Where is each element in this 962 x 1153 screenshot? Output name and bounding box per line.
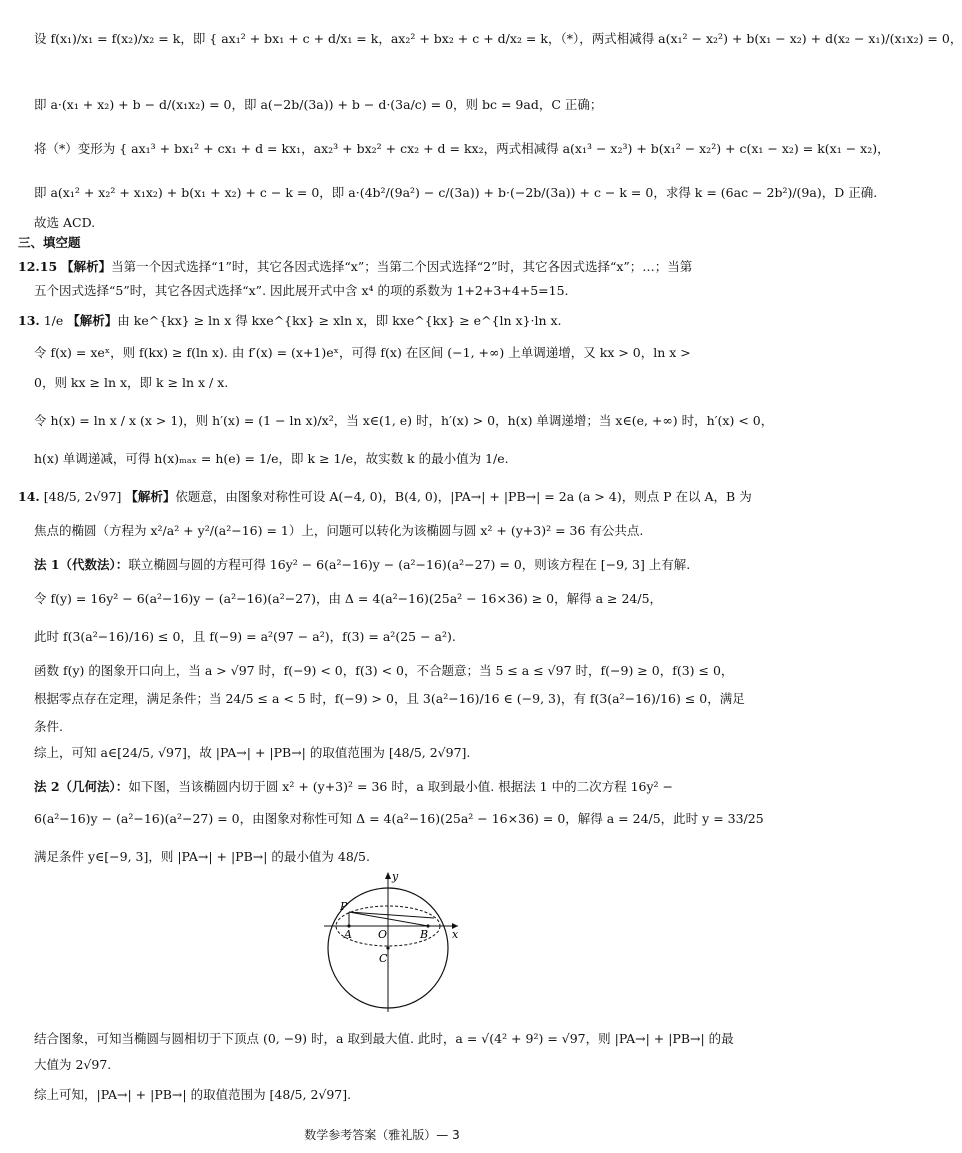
method1-title: 法 1（代数法）： — [34, 557, 129, 572]
section-title: 三、填空题 — [18, 235, 81, 250]
q12-text-1: 当第一个因式选择“1”时，其它各因式选择“x”；当第二个因式选择“2”时，其它各因式选择“x”；…；当第 — [111, 259, 693, 274]
q14-method1-line-5: 根据零点存在定理，满足条件；当 24/5 ≤ a < 5 时，f(−9) > 0，且 3(a²−16)/16 ∈ (−9, 3)，有 f(3(a²−16)/16) ≤ 0，满足 — [34, 691, 745, 706]
method2-title: 法 2（几何法）： — [34, 779, 129, 794]
q13-number: 13. — [18, 313, 40, 328]
q13-line-2: 令 f(x) = xeˣ，则 f(kx) ≥ f(ln x). 由 f′(x) = (x+1)eˣ，可得 f(x) 在区间 (−1, +∞) 上单调递增，又 kx > 0，ln x > — [34, 345, 691, 360]
q14-method1-line-6: 条件. — [34, 719, 63, 734]
q14-method1-line-4: 函数 f(y) 的图象开口向上，当 a > √97 时，f(−9) < 0，f(3) < 0，不合题意；当 5 ≤ a ≤ √97 时，f(−9) ≥ 0，f(3) ≤ 0， — [34, 663, 734, 678]
q13-answer: 1/e — [43, 313, 64, 328]
q14-method2-line-3: 满足条件 y∈[−9, 3]，则 |PA→| + |PB→| 的最小值为 48/5. — [34, 849, 370, 864]
text-line-2: 即 a·(x₁ + x₂) + b − d/(x₁x₂) = 0，即 a(−2b/(3a)) + b − d·(3a/c) = 0，则 bc = 9ad，C 正确； — [34, 97, 603, 112]
q13-line-5: h(x) 单调递减，可得 h(x)ₘₐₓ = h(e) = 1/e，即 k ≥ 1/e，故实数 k 的最小值为 1/e. — [34, 451, 509, 466]
text-line-5: 故选 ACD. — [34, 215, 96, 230]
q14-method1-line-1 — [34, 556, 748, 574]
q14-method2-line-6: 综上可知，|PA→| + |PB→| 的取值范围为 [48/5, 2√97]. — [34, 1087, 352, 1102]
q14-number: 14. — [18, 489, 40, 504]
q14-method2-line-4: 结合图象，可知当椭圆与圆相切于下顶点 (0, −9) 时，a 取到最大值. 此时，a = √(4² + 9²) = √97，则 |PA→| + |PB→| 的最 — [34, 1031, 734, 1046]
y-label: y — [392, 870, 399, 883]
segment-p-circle — [349, 912, 434, 918]
q13-line-3: 0，则 kx ≥ ln x，即 k ≥ ln x / x. — [34, 375, 229, 390]
o-label: O — [378, 928, 388, 941]
b-label: B — [420, 928, 429, 941]
c-label: C — [379, 952, 388, 965]
q12-line-1 — [18, 258, 748, 276]
figure-svg — [322, 868, 462, 1014]
point-c — [386, 946, 389, 949]
q14-method1-line-2: 令 f(y) = 16y² − 6(a²−16)y − (a²−16)(a²−27)，由 Δ = 4(a²−16)(25a² − 16×36) ≥ 0，解得 a ≥ 24/5， — [34, 591, 663, 606]
ellipse-circle-figure — [322, 868, 462, 1014]
q14-method1-line-7: 综上，可知 a∈[24/5, √97]，故 |PA→| + |PB→| 的取值范围为 [48/5, 2√97]. — [34, 745, 471, 760]
page-footer: 数学参考答案（雅礼版）— 3 — [304, 1128, 460, 1142]
q12-tag: 【解析】 — [61, 259, 112, 274]
method1-text-1: 联立椭圆与圆的方程可得 16y² − 6(a²−16)y − (a²−16)(a²−27) = 0，则该方程在 [−9, 3] 上有解. — [128, 557, 691, 572]
q14-answer: [48/5, 2√97] — [43, 489, 122, 504]
q13-text-1: 由 ke^{kx} ≥ ln x 得 kxe^{kx} ≥ xln x，即 kxe^{kx} ≥ e^{ln x}·ln x. — [117, 313, 562, 328]
text-line-1: 设 f(x₁)/x₁ = f(x₂)/x₂ = k，即 { ax₁² + bx₁ + c + d/x₁ = k，ax₂² + bx₂ + c + d/x₂ = k，（*），两式相减得 a(x₁² − x₂²) + b(x₁ − x₂) + d(x₂ − x₁)/(x₁x₂) = 0， — [34, 31, 962, 46]
q14-tag: 【解析】 — [125, 489, 176, 504]
a-label: A — [344, 928, 352, 941]
q13-line-1 — [18, 312, 748, 330]
q14-text-1: 依题意，由图象对称性可设 A(−4, 0)，B(4, 0)，|PA→| + |PB→| = 2a (a > 4)，则点 P 在以 A，B 为 — [175, 489, 752, 504]
q12-number: 12.15 — [18, 259, 58, 274]
text-line-3: 将（*）变形为 { ax₁³ + bx₁² + cx₁ + d = kx₁，ax₂³ + bx₂² + cx₂ + d = kx₂，两式相减得 a(x₁³ − x₂³) + b(x₁² − x₂²) + c(x₁ − x₂) = k(x₁ − x₂)， — [34, 141, 890, 156]
q14-line-1 — [18, 488, 752, 506]
q14-method2-line-5: 大值为 2√97. — [34, 1057, 112, 1072]
q14-method1-line-3: 此时 f(3(a²−16)/16) ≤ 0，且 f(−9) = a²(97 − a²)，f(3) = a²(25 − a²). — [34, 629, 456, 644]
q13-line-4: 令 h(x) = ln x / x (x > 1)，则 h′(x) = (1 − ln x)/x²，当 x∈(1, e) 时，h′(x) > 0，h(x) 单调递增；当 x∈(e, +∞) 时，h′(x) < 0， — [34, 413, 774, 428]
text-line-4: 即 a(x₁² + x₂² + x₁x₂) + b(x₁ + x₂) + c − k = 0，即 a·(4b²/(9a²) − c/(3a)) + b·(−2b/(3a)) + c − k = 0，求得 k = (6ac − 2b²)/(9a)，D 正确. — [34, 185, 878, 200]
q12-line-2: 五个因式选择“5”时，其它各因式选择“x”. 因此展开式中含 x⁴ 的项的系数为 1+2+3+4+5=15. — [34, 283, 569, 298]
q13-tag: 【解析】 — [67, 313, 118, 328]
y-axis-arrow — [385, 872, 391, 879]
x-label: x — [452, 928, 459, 941]
q14-method2-line-1 — [34, 778, 748, 796]
method2-text-1: 如下图，当该椭圆内切于圆 x² + (y+3)² = 36 时，a 取到最小值. 根据法 1 中的二次方程 16y² − — [128, 779, 673, 794]
q14-method2-line-2: 6(a²−16)y − (a²−16)(a²−27) = 0，由图象对称性可知 Δ = 4(a²−16)(25a² − 16×36) = 0，解得 a = 24/5，此时 y = 33/25 — [34, 811, 764, 826]
q14-line-2: 焦点的椭圆（方程为 x²/a² + y²/(a²−16) = 1）上，问题可以转化为该椭圆与圆 x² + (y+3)² = 36 有公共点. — [34, 523, 644, 538]
p-label: P — [340, 900, 348, 913]
